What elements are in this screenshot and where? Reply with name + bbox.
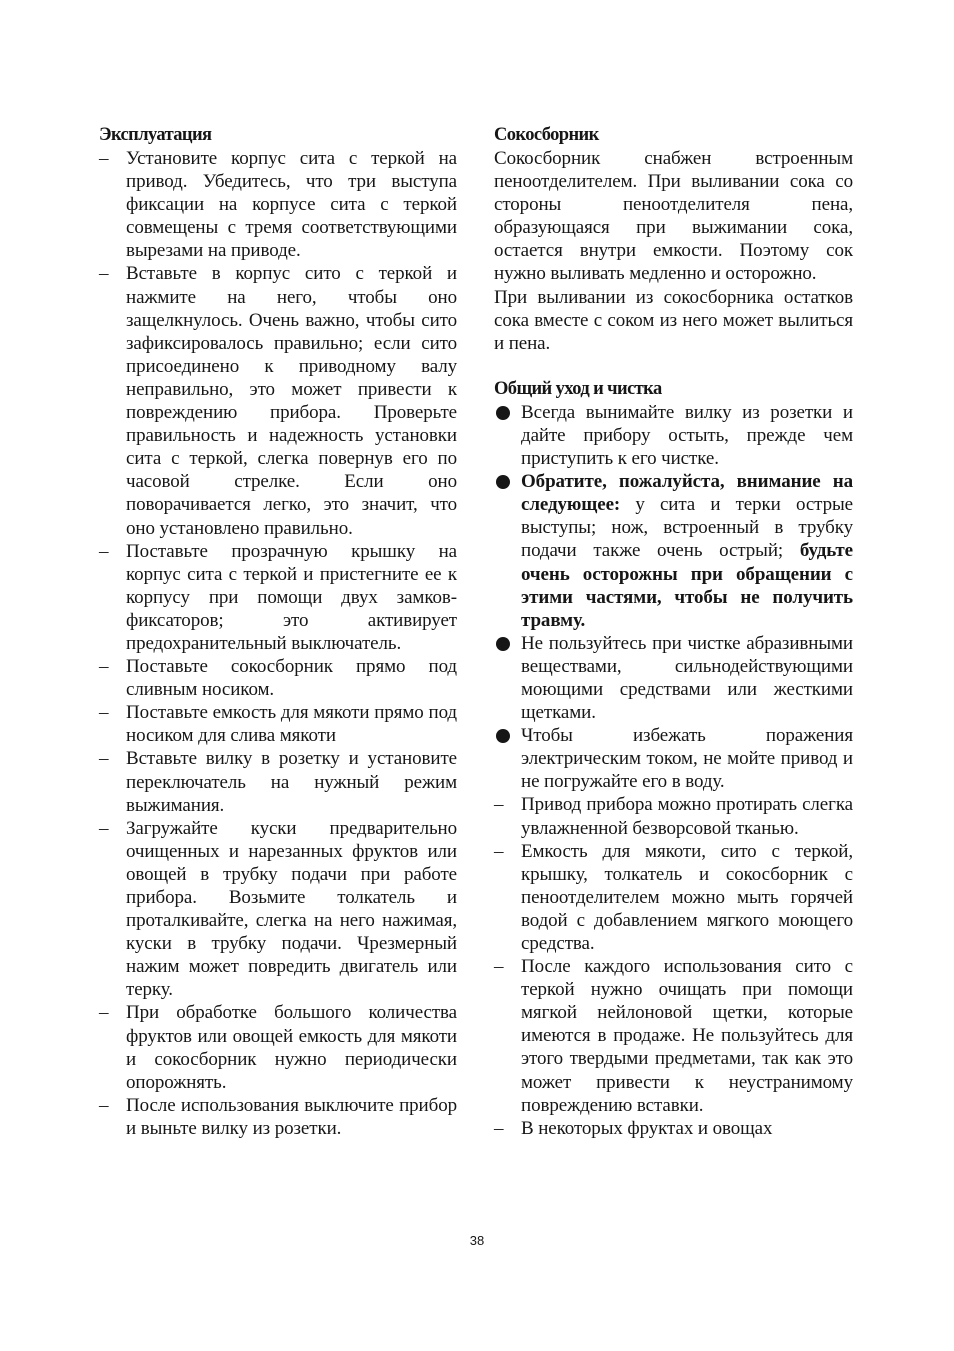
bullet-item-text: Всегда вынимайте вилку из розетки и дайте прибору остыть, прежде чем приступить к его чистке. <box>521 401 853 470</box>
list-item-text: Поставьте сокосборник прямо под сливным носиком. <box>126 656 457 701</box>
dash-marker: – <box>99 702 109 724</box>
list-item <box>494 793 853 839</box>
bullet-item <box>494 724 853 793</box>
warning-text: у сита и терки острые выступы; нож, встроенный в трубку подачи также очень острый; <box>521 494 853 562</box>
list-item-text: После использования выключите прибор и выньте вилку из розетки. <box>126 1094 457 1139</box>
list-item-text: Поставьте прозрачную крышку на корпус сита с теркой и пристегните ее к корпусу при помощи двух замков-фиксаторов; это активирует предохранительный выключатель. <box>126 540 457 654</box>
bullet-icon <box>496 637 510 651</box>
dash-marker: – <box>99 656 109 678</box>
list-item-text: Установите корпус сита с теркой на привод. Убедитесь, что три выступа фиксации на корпусе сита с теркой совмещены с тремя соответствующими вырезами на приводе. <box>126 148 457 262</box>
dash-marker: – <box>99 148 109 169</box>
bullet-item-text: Чтобы избежать поражения электрическим током, не мойте привод и не погружайте его в воду. <box>521 725 853 793</box>
section-heading-operation: Эксплуатация <box>99 125 212 145</box>
dash-marker: – <box>99 748 109 770</box>
page-number: 38 <box>469 1233 485 1248</box>
list-item-text: Загружайте куски предварительно очищенных и нарезанных фруктов или овощей в трубку подачи при работе прибора. Возьмите толкатель и проталкивайте, слегка на него нажимая, куски в трубку подачи. Чрезмерный нажим может повредить двигатель или терку. <box>126 817 457 1001</box>
list-item <box>99 701 457 747</box>
dash-marker: – <box>494 794 504 816</box>
care-list <box>494 401 853 1140</box>
list-item-text: Емкость для мякоти, сито с теркой, крышку, толкатель и сокосборник с пеноотделителем можно мыть горячей водой с добавлением мягкого моющего средства. <box>521 840 853 954</box>
section-heading-juice-collector: Сокосборник <box>494 125 599 145</box>
operation-list <box>99 147 457 1140</box>
dash-marker: – <box>99 817 109 839</box>
list-item <box>99 747 457 816</box>
bullet-item-warning <box>494 470 853 632</box>
bullet-icon <box>496 475 510 489</box>
left-column <box>99 124 457 1140</box>
dash-marker: – <box>99 540 109 562</box>
juice-paragraph-2: При выливании из сокосборника остатков сока вместе с соком из него может вылиться и пена. <box>494 286 853 354</box>
list-item <box>99 1094 457 1140</box>
list-item-text: После каждого использования сито с теркой нужно очищать при помощи мягкой нейлоновой щетки, которые имеются в продаже. Не пользуйтесь для этого твердыми предметами, так как это может привести к неустранимому повреждению вставки. <box>521 956 853 1116</box>
list-item-text: При обработке большого количества фруктов или овощей емкость для мякоти и сокосборник нужно периодически опорожнять. <box>126 1002 457 1093</box>
right-column <box>494 124 853 1140</box>
list-item-text: Привод прибора можно протирать слегка увлажненной безворсовой тканью. <box>521 794 853 839</box>
dash-marker: – <box>494 956 504 978</box>
list-item <box>99 540 457 655</box>
list-item <box>99 262 457 539</box>
bullet-item <box>494 401 853 470</box>
list-item <box>99 655 457 701</box>
list-item <box>494 1117 853 1140</box>
list-item <box>99 1001 457 1093</box>
section-heading-care: Общий уход и чистка <box>494 378 662 399</box>
list-item <box>99 817 457 1002</box>
list-item-text: Вставьте в корпус сито с теркой и нажмите на него, чтобы оно защелкнулось. Очень важно, чтобы сито зафиксировалось правильно; если сито присоединено к приводному валу неправильно, это может привести к повреждению прибора. Проверьте правильность и надежность установки сита с теркой, слегка повернув его по часовой стрелке. Если оно поворачивается легко, это значит, что оно установлено правильно. <box>126 263 457 539</box>
juice-paragraph-1: Сокосборник снабжен встроенным пеноотделителем. При выливании сока со стороны пеноотделителя пена, образующаяся при выжимании сока, остается внутри емкости. Поэтому сок нужно выливать медленно и осторожно. <box>494 148 853 285</box>
dash-marker: – <box>99 1094 109 1116</box>
bullet-item <box>494 632 853 724</box>
list-item <box>494 840 853 955</box>
dash-marker: – <box>99 263 109 285</box>
dash-marker: – <box>494 1117 504 1139</box>
list-item <box>99 147 457 262</box>
list-item-text: Вставьте вилку в розетку и установите переключатель на нужный режим выжимания. <box>126 748 457 816</box>
bullet-item-text: Не пользуйтесь при чистке абразивными веществами, сильнодействующими моющими средствами или жесткими щетками. <box>521 632 853 724</box>
dash-marker: – <box>494 840 504 862</box>
list-item-text: Поставьте емкость для мякоти прямо под носиком для слива мякоти <box>126 702 457 747</box>
dash-marker: – <box>99 1002 109 1024</box>
warning-emphasis: Обратите, пожалуйста, внимание на следующее: <box>521 471 853 516</box>
list-item-text: В некоторых фруктах и овощах <box>521 1117 773 1139</box>
bullet-icon <box>496 406 510 420</box>
list-item <box>494 955 853 1117</box>
bullet-icon <box>496 729 510 743</box>
warning-caution: будьте очень осторожны при обращении с этими частями, чтобы не получить травму. <box>521 540 853 631</box>
